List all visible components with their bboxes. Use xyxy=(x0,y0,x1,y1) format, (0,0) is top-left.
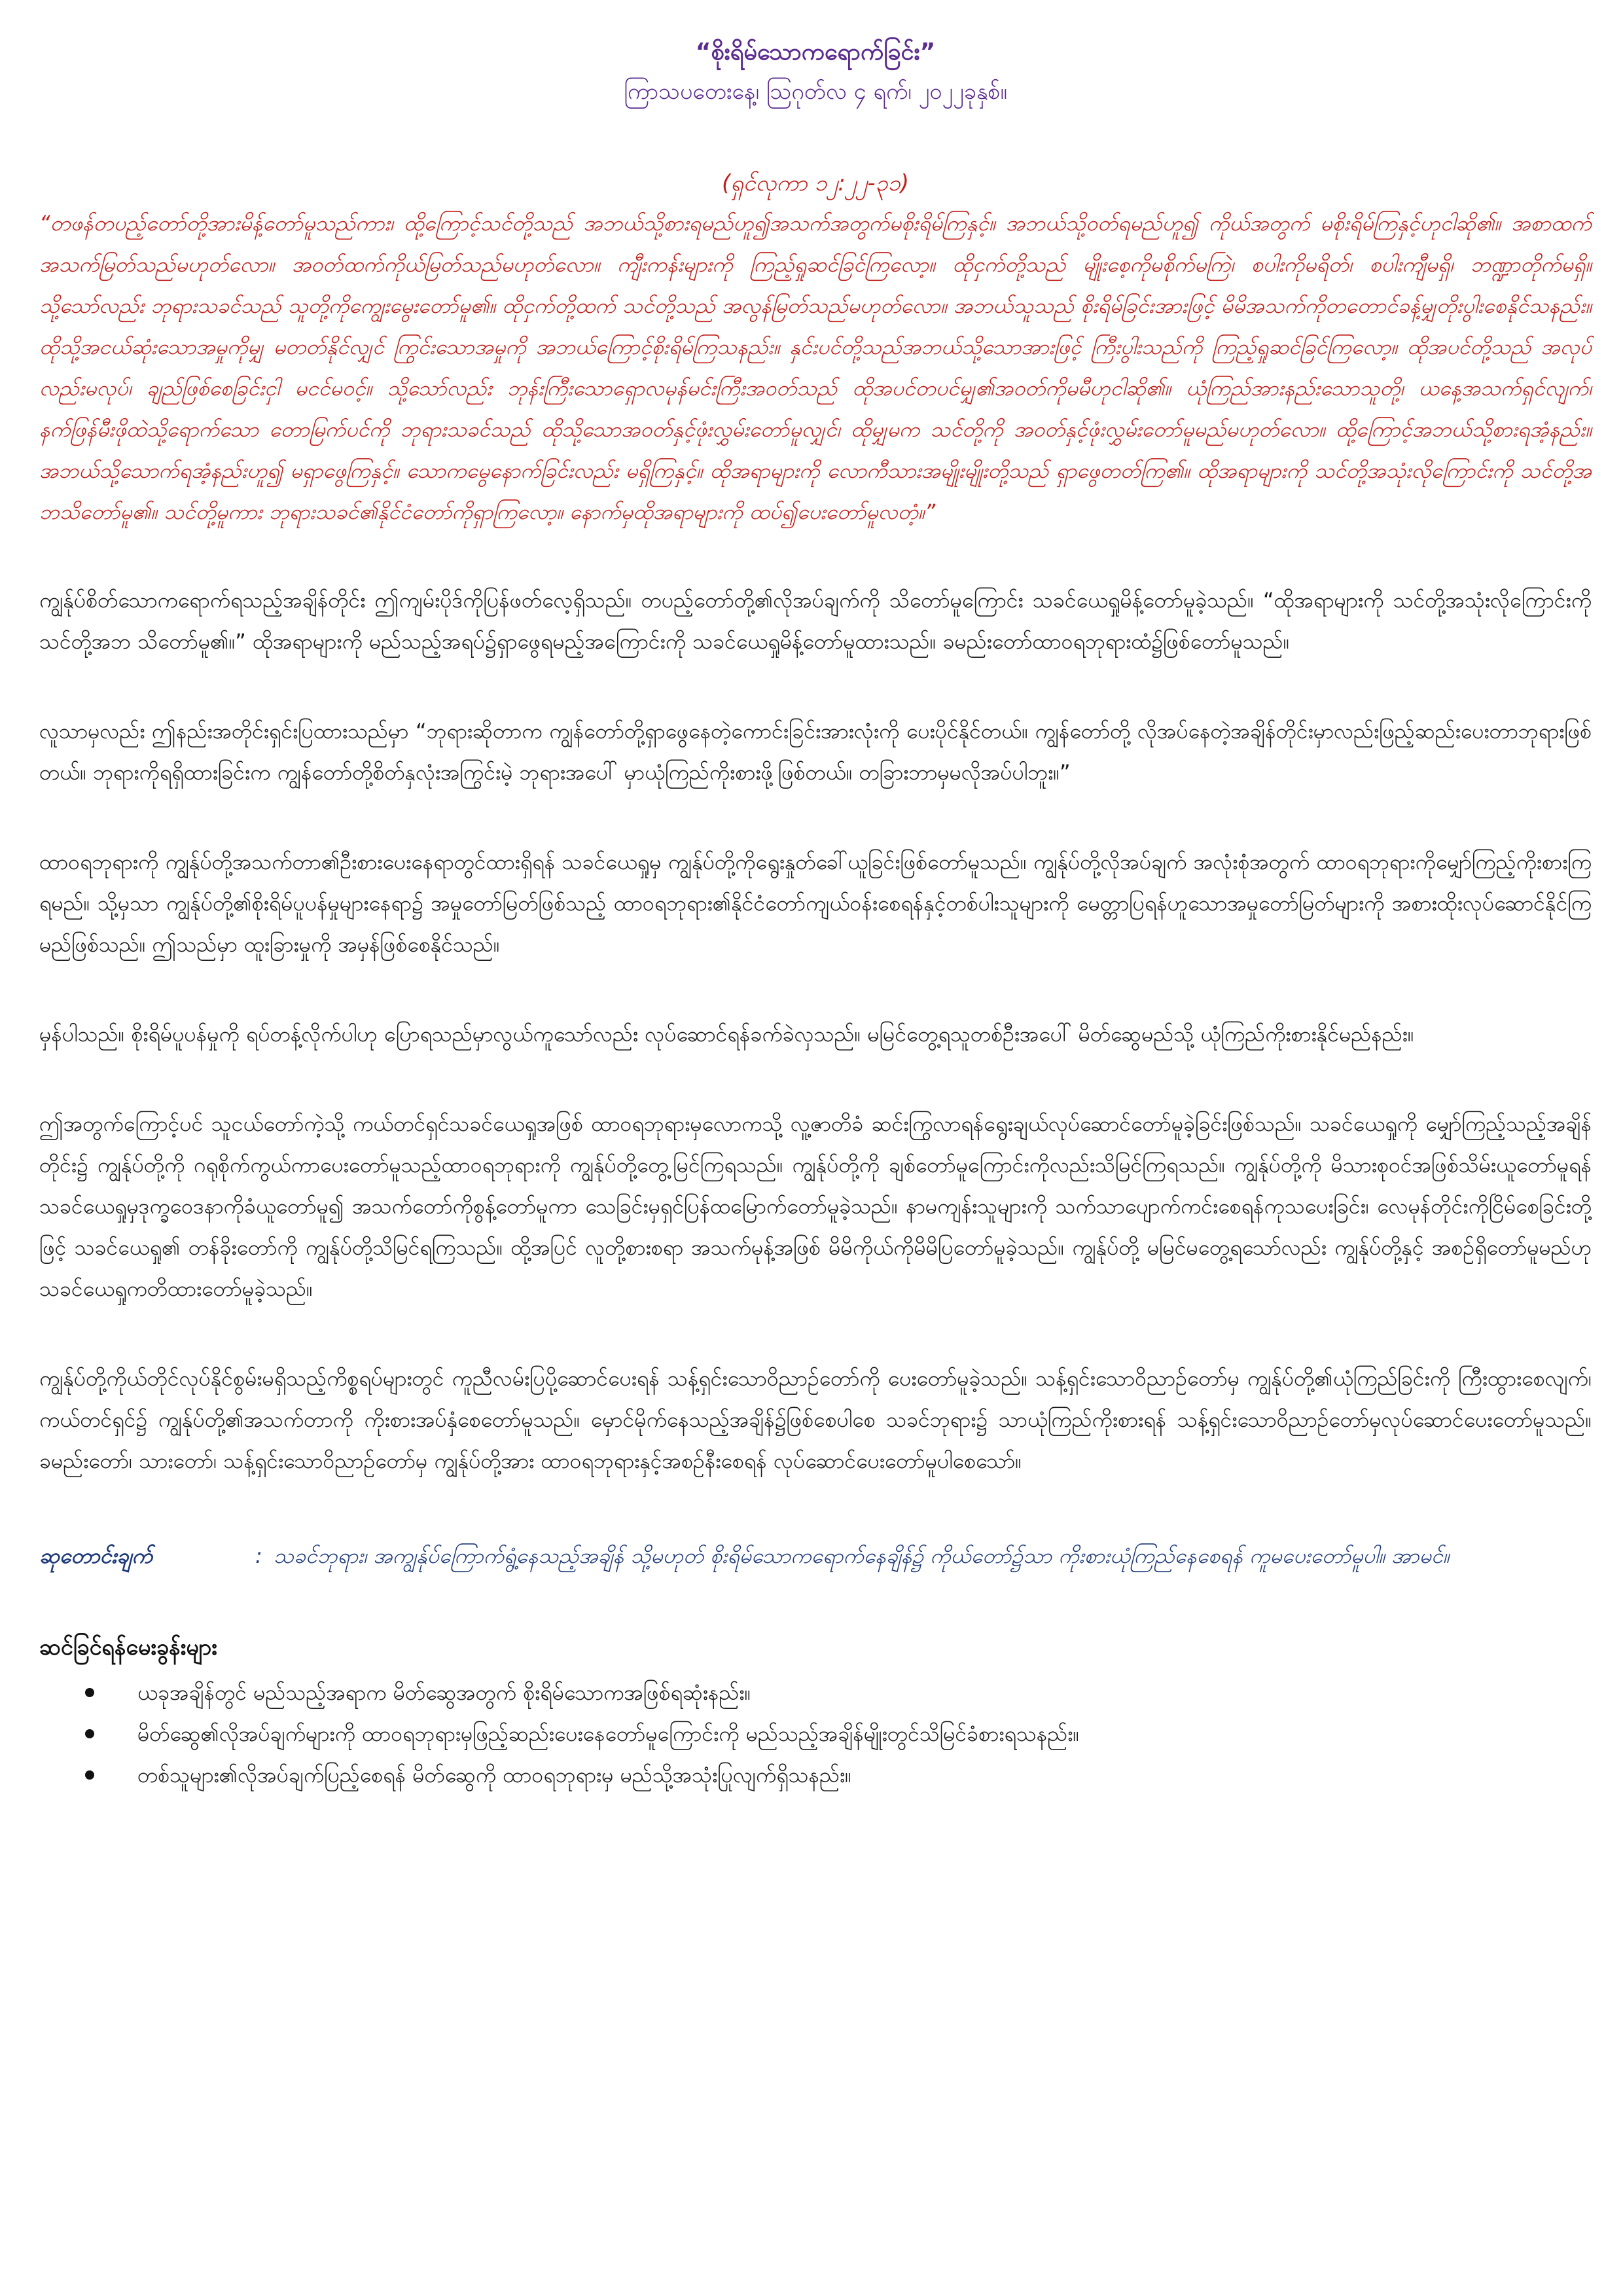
question-item xyxy=(137,1713,1592,1755)
body-paragraph-5: ဤအတွက်ကြောင့်ပင် သူငယ်တော်ကဲ့သို့ ကယ်တင်ရှင်သခင်ယေရှုအဖြစ် ထာဝရဘုရားမှလောကသို့ လူ့ဇာတိခံ ဆင်းကြွလာရန်ရွေးချယ်လုပ်ဆောင်တော်မူခဲ့ခြင်းဖြစ်သည်။ သခင်ယေရှုကို မျှော်ကြည့်သည့်အချိန်တိုင်း၌ ကျွန်ုပ်တို့ကို ဂရုစိုက်ကွယ်ကာပေးတော်မူသည့်ထာဝရဘုရားကို ကျွန်ုပ်တို့တွေ့မြင်ကြရသည်။ ကျွန်ုပ်တို့ကို ချစ်တော်မူကြောင်းကိုလည်းသိမြင်ကြရသည်။ ကျွန်ုပ်တို့ကို မိသားစုဝင်အဖြစ်သိမ်းယူတော်မူရန် သခင်ယေရှုမှဒုက္ခဝေဒနာကိုခံယူတော်မူ၍ အသက်တော်ကိုစွန့်တော်မူကာ သေခြင်းမှရှင်ပြန်ထမြောက်တော်မူခဲ့သည်။ နာမကျန်းသူများကို သက်သာပျောက်ကင်းစေရန်ကုသပေးခြင်း၊ လေမုန်တိုင်းကိုငြိမ်စေခြင်းတို့ဖြင့် သခင်ယေရှု၏ တန်ခိုးတော်ကို ကျွန်ုပ်တို့သိမြင်ရကြသည်။ ထို့အပြင် လူတို့စားစရာ အသက်မုန့်အဖြစ် မိမိကိုယ်ကိုမိမိပြတော်မူခဲ့သည်။ ကျွန်ုပ်တို့ မမြင်မတွေ့ရသော်လည်း ကျွန်ုပ်တို့နှင့် အစဉ်ရှိတော်မူမည်ဟု သခင်ယေရှုကတိထားတော်မူခဲ့သည်။ xyxy=(39,1111,1592,1301)
prayer-colon: : xyxy=(255,1543,262,1568)
scripture-reference: (ရှင်လုကာ ၁၂:၂၂-၃၁) xyxy=(721,170,910,196)
bullet-icon xyxy=(85,1770,94,1780)
question-item xyxy=(137,1755,1592,1796)
bullet-icon xyxy=(85,1729,94,1738)
document-date: ကြာသပတေးနေ့၊ ဩဂုတ်လ ၄ ရက်၊ ၂၀၂၂ခုနှစ်။ xyxy=(624,79,1007,105)
question-text: မိတ်ဆွေ၏လိုအပ်ချက်များကို ထာဝရဘုရားမှဖြည့်ဆည်းပေးနေတော်မူကြောင်းကို မည်သည့်အချိန်မျိုးတွင်သိမြင်ခံစားရသနည်း။ xyxy=(137,1721,1080,1746)
body-paragraph-1: ကျွန်ုပ်စိတ်သောကရောက်ရသည့်အချိန်တိုင်း ဤကျမ်းပိုဒ်ကိုပြန်ဖတ်လေ့ရှိသည်။ တပည့်တော်တို့၏လိုအပ်ချက်ကို သိတော်မူကြောင်း သခင်ယေရှုမိန့်တော်မူခဲ့သည်။ “ထိုအရာများကို သင်တို့အသုံးလိုကြောင်းကို သင်တို့အဘ သိတော်မူ၏။” ထိုအရာများကို မည်သည့်အရပ်၌ရှာဖွေရမည့်အကြောင်းကို သခင်ယေရှုမိန့်တော်မူထားသည်။ ခမည်းတော်ထာဝရဘုရားထံ၌ဖြစ်တော်မူသည်။ xyxy=(39,588,1592,654)
question-text: ယခုအချိန်တွင် မည်သည့်အရာက မိတ်ဆွေအတွက် စိုးရိမ်သောကအဖြစ်ရဆုံးနည်း။ xyxy=(137,1680,751,1705)
scripture-passage: “တဖန်တပည့်တော်တို့အားမိန့်တော်မူသည်ကား၊ ထို့ကြောင့်သင်တို့သည် အဘယ်သို့စားရမည်ဟူ၍အသက်အတွက်မစိုးရိမ်ကြနှင့်။ အဘယ်သို့ဝတ်ရမည်ဟူ၍ ကိုယ်အတွက် မစိုးရိမ်ကြနှင့်ဟုငါဆို၏။ အစာထက်အသက်မြတ်သည်မဟုတ်လော။ အဝတ်ထက်ကိုယ်မြတ်သည်မဟုတ်လော။ ကျီးကန်းများကို ကြည့်ရှုဆင်ခြင်ကြလော့။ ထိုငှက်တို့သည် မျိုးစေ့ကိုမစိုက်မကြဲ၊ စပါးကိုမရိတ်၊ စပါးကျီမရှိ၊ ဘဏ္ဍာတိုက်မရှိ။ သို့သော်လည်း ဘုရားသခင်သည် သူတို့ကိုကျွေးမွေးတော်မူ၏။ ထိုငှက်တို့ထက် သင်တို့သည် အလွန်မြတ်သည်မဟုတ်လော။ အဘယ်သူသည် စိုးရိမ်ခြင်းအားဖြင့် မိမိအသက်ကိုတတောင်ခန့်မျှတိုးပွါးစေနိုင်သနည်း။ ထိုသို့အငယ်ဆုံးသောအမှုကိုမျှ မတတ်နိုင်လျှင် ကြွင်းသောအမှုကို အဘယ်ကြောင့်စိုးရိမ်ကြသနည်း။ နှင်းပင်တို့သည်အဘယ်သို့သောအားဖြင့် ကြီးပွါးသည်ကို ကြည့်ရှုဆင်ခြင်ကြလော့။ ထိုအပင်တို့သည် အလုပ်လည်းမလုပ်၊ ချည်ဖြစ်စေခြင်းငှါ မငင်မဝင့်။ သို့သော်လည်း ဘုန်းကြီးသောရှောလမုန်မင်းကြီးအဝတ်သည် ထိုအပင်တပင်မျှ၏အဝတ်ကိုမမီဟုငါဆို၏။ ယုံကြည်အားနည်းသောသူတို့၊ ယနေ့အသက်ရှင်လျက်၊ နက်ဖြန်မီးဖိုထဲသို့ရောက်သော တောမြက်ပင်ကို ဘုရားသခင်သည် ထိုသို့သောအဝတ်နှင့်ဖုံးလွှမ်းတော်မူလျှင်၊ ထိုမျှမက သင်တို့ကို အဝတ်နှင့်ဖုံးလွှမ်းတော်မူမည်မဟုတ်လော။ ထို့ကြောင့်အဘယ်သို့စားရအံ့နည်း။ အဘယ်သို့သောက်ရအံ့နည်းဟူ၍ မရှာဖွေကြနှင့်။ သောကမွေနောက်ခြင်းလည်း မရှိကြနှင့်။ ထိုအရာများကို လောကီသားအမျိုးမျိုးတို့သည် ရှာဖွေတတ်ကြ၏။ ထိုအရာများကို သင်တို့အသုံးလိုကြောင်းကို သင်တို့အဘသိတော်မူ၏။ သင်တို့မူကား ဘုရားသခင်၏နိုင်ငံတော်ကိုရှာကြလော့။ နောက်မှထိုအရာများကို ထပ်၍ပေးတော်မူလတံ့။” xyxy=(39,211,1592,524)
body-paragraph-3: ထာဝရဘုရားကို ကျွန်ုပ်တို့အသက်တာ၏ဦးစားပေးနေရာတွင်ထားရှိရန် သခင်ယေရှုမှ ကျွန်ုပ်တို့ကိုရွေးနှုတ်ခေါ်ယူခြင်းဖြစ်တော်မူသည်။ ကျွန်ုပ်တို့လိုအပ်ချက် အလုံးစုံအတွက် ထာဝရဘုရားကိုမျှော်ကြည့်ကိုးစားကြရမည်။ သို့မှသာ ကျွန်ုပ်တို့၏စိုးရိမ်ပူပန်မှုများနေရာ၌ အမှုတော်မြတ်ဖြစ်သည့် ထာဝရဘုရား၏နိုင်ငံတော်ကျယ်ဝန်းစေရန်နှင့်တစ်ပါးသူများကို မေတ္တာပြရန်ဟူသောအမှုတော်မြတ်များကို အစားထိုးလုပ်ဆောင်နိုင်ကြမည်ဖြစ်သည်။ ဤသည်မှာ ထူးခြားမှုကို အမှန်ဖြစ်စေနိုင်သည်။ xyxy=(39,850,1592,957)
question-text: တစ်သူများ၏လိုအပ်ချက်ပြည့်စေရန် မိတ်ဆွေကို ထာဝရဘုရားမှ မည်သို့အသုံးပြုလျက်ရှိသနည်း။ xyxy=(137,1763,851,1787)
prayer-text: သခင်ဘုရား၊ အကျွန်ုပ်ကြောက်ရွံ့နေသည့်အချိန် သို့မဟုတ် စိုးရိမ်သောကရောက်နေချိန်၌ ကိုယ်တော်၌သာ ကိုးစားယုံကြည်နေစေရန် ကူမပေးတော်မူပါ။ အာမင်။ xyxy=(274,1543,1450,1568)
body-paragraph-2: လူသာမှလည်း ဤနည်းအတိုင်းရှင်းပြထားသည်မှာ “ဘုရားဆိုတာက ကျွန်တော်တို့ရှာဖွေနေတဲ့ကောင်းခြင်းအားလုံးကို ပေးပိုင်နိုင်တယ်။ ကျွန်တော်တို့ လိုအပ်နေတဲ့အချိန်တိုင်းမှာလည်းဖြည့်ဆည်းပေးတာဘုရားဖြစ်တယ်။ ဘုရားကိုရရှိထားခြင်းက ကျွန်တော်တို့စိတ်နှလုံးအကြွင်းမဲ့ ဘုရားအပေါ် မှာယုံကြည်ကိုးစားဖို့ဖြစ်တယ်။ တခြားဘာမှမလိုအပ်ပါဘူး။” xyxy=(39,719,1592,785)
prayer-block xyxy=(39,1535,1592,1577)
document-header xyxy=(39,33,1592,111)
prayer-label: ဆုတောင်းချက် xyxy=(39,1543,152,1568)
questions-list xyxy=(39,1672,1592,1796)
bullet-icon xyxy=(85,1688,94,1697)
questions-title: ဆင်ခြင်ရန်မေးခွန်းများ xyxy=(39,1634,217,1660)
reflection-questions xyxy=(39,1628,1592,1796)
document-title: “စိုးရိမ်သောကရောက်ခြင်း” xyxy=(695,39,936,65)
body-paragraph-6: ကျွန်ုပ်တို့ကိုယ်တိုင်လုပ်နိုင်စွမ်းမရှိသည့်ကိစ္စရပ်များတွင် ကူညီလမ်းပြပို့ဆောင်ပေးရန် သန့်ရှင်းသောဝိညာဉ်တော်ကို ပေးတော်မူခဲ့သည်။ သန့်ရှင်းသောဝိညာဉ်တော်မှ ကျွန်ုပ်တို့၏ယုံကြည်ခြင်းကို ကြီးထွားစေလျက်၊ ကယ်တင်ရှင်၌ ကျွန်ုပ်တို့၏အသက်တာကို ကိုးစားအပ်နှံစေတော်မူသည်။ မှောင်မိုက်နေသည့်အချိန်၌ဖြစ်စေပါစေ သခင်ဘုရား၌ သာယုံကြည်ကိုးစားရန် သန့်ရှင်းသောဝိညာဉ်တော်မှလုပ်ဆောင်ပေးတော်မူသည်။ ခမည်းတော်၊ သားတော်၊ သန့်ရှင်းသောဝိညာဉ်တော်မှ ကျွန်ုပ်တို့အား ထာဝရဘုရားနှင့်အစဉ်နီးစေရန် လုပ်ဆောင်ပေးတော်မူပါစေသော်။ xyxy=(39,1366,1592,1473)
question-item xyxy=(137,1672,1592,1713)
body-paragraph-4: မှန်ပါသည်။ စိုးရိမ်ပူပန်မှုကို ရပ်တန့်လိုက်ပါဟု ပြောရသည်မှာလွယ်ကူသော်လည်း လုပ်ဆောင်ရန်ခက်ခဲလှသည်။ မမြင်တွေ့ရသူတစ်ဦးအပေါ် မိတ်ဆွေမည်သို့ ယုံကြည်ကိုးစားနိုင်မည်နည်း။ xyxy=(39,1022,1414,1047)
